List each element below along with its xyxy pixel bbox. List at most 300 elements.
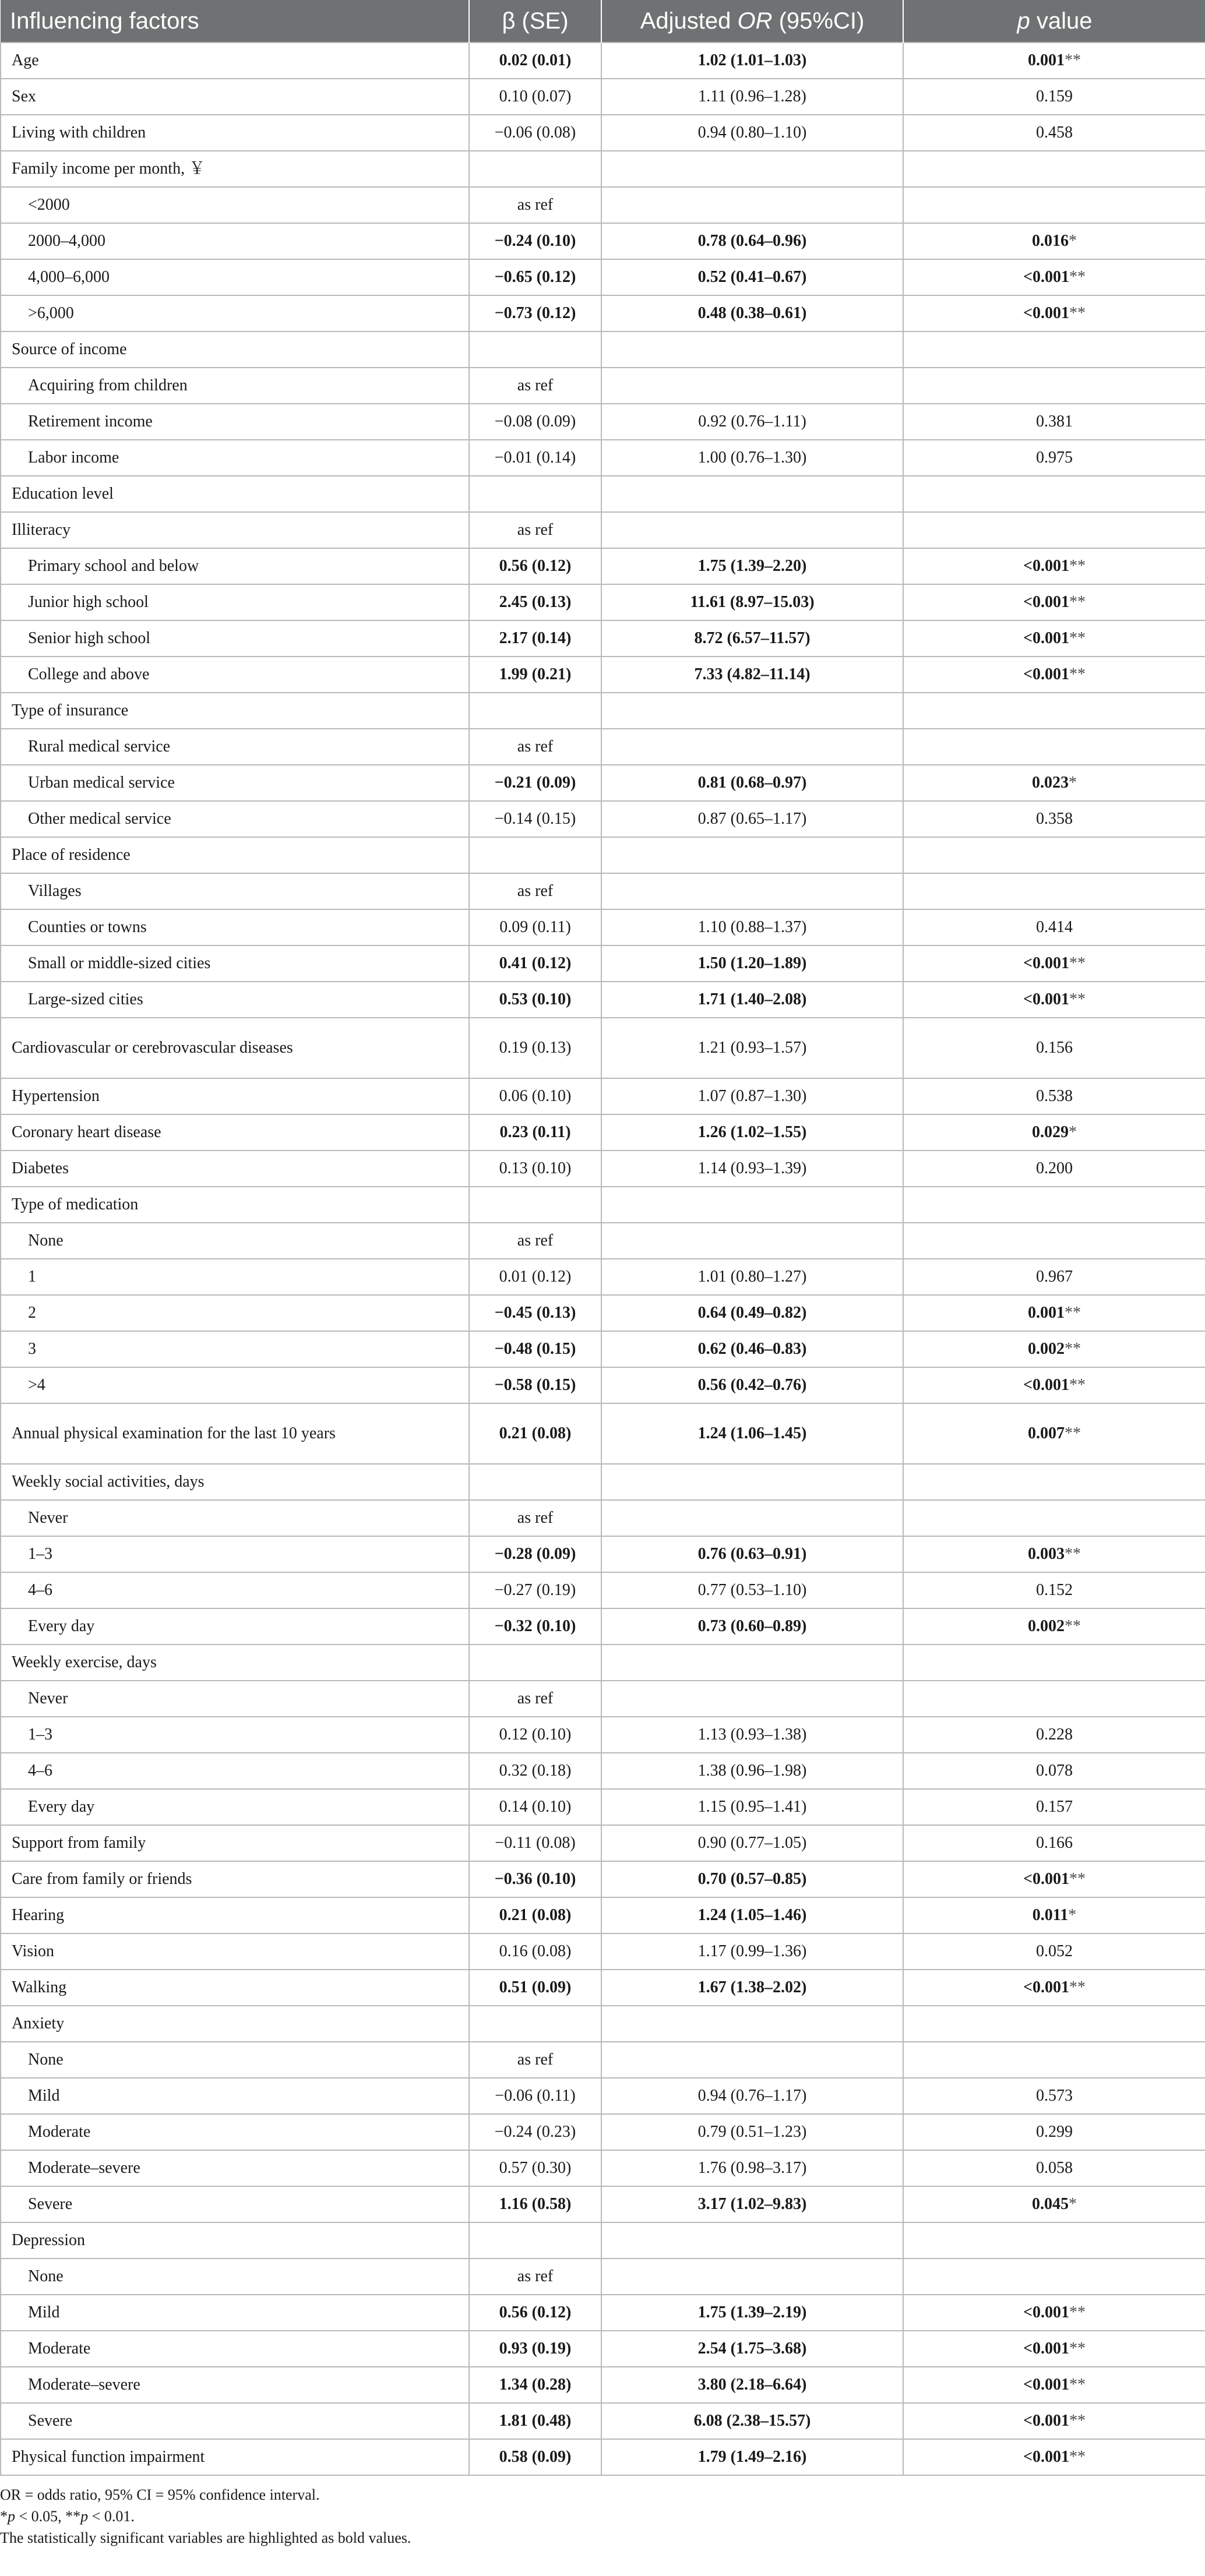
or-cell: 0.62 (0.46–0.83) xyxy=(601,1331,903,1367)
beta-cell: 0.56 (0.12) xyxy=(469,2295,601,2331)
group-label: Family income per month, ￥ xyxy=(1,151,469,187)
p-cell xyxy=(903,223,1205,259)
p-value: 0.967 xyxy=(1036,1267,1073,1286)
group-label: Place of residence xyxy=(1,837,469,873)
beta-cell: 0.19 (0.13) xyxy=(469,1018,601,1078)
beta-cell: as ref xyxy=(469,512,601,548)
factor-cell: Physical function impairment xyxy=(1,2439,469,2475)
table-row xyxy=(1,2078,1205,2114)
p-cell xyxy=(903,1187,1205,1223)
or-cell xyxy=(601,873,903,909)
significance-stars: ** xyxy=(1069,2303,1086,2321)
p-value: <0.001 xyxy=(1023,954,1069,972)
or-cell: 0.48 (0.38–0.61) xyxy=(601,295,903,331)
beta-cell: 0.06 (0.10) xyxy=(469,1078,601,1114)
factor-cell: <2000 xyxy=(1,187,469,223)
or-cell: 1.79 (1.49–2.16) xyxy=(601,2439,903,2475)
or-cell xyxy=(601,2042,903,2078)
or-cell xyxy=(601,1500,903,1536)
or-cell xyxy=(601,331,903,368)
header-row xyxy=(1,0,1205,43)
table-row xyxy=(1,1789,1205,1825)
factor-cell: College and above xyxy=(1,657,469,693)
p-value: 0.358 xyxy=(1036,809,1073,828)
p-value: <0.001 xyxy=(1023,629,1069,647)
group-label: Depression xyxy=(1,2222,469,2259)
footnote-p-italic-1: p xyxy=(8,2508,15,2525)
p-value: 0.029 xyxy=(1032,1123,1069,1141)
table-header xyxy=(1,0,1205,43)
p-cell xyxy=(903,1018,1205,1078)
p-cell xyxy=(903,1861,1205,1897)
significance-stars: ** xyxy=(1069,1375,1086,1394)
footnote-star: * xyxy=(0,2508,8,2525)
beta-cell: −0.65 (0.12) xyxy=(469,259,601,295)
factor-cell: Every day xyxy=(1,1789,469,1825)
p-cell xyxy=(903,2186,1205,2222)
beta-cell: 0.09 (0.11) xyxy=(469,909,601,945)
p-value: 0.156 xyxy=(1036,1038,1073,1057)
significance-stars: ** xyxy=(1065,51,1081,69)
or-cell xyxy=(601,1464,903,1500)
table-row xyxy=(1,440,1205,476)
factor-cell: Small or middle-sized cities xyxy=(1,945,469,982)
table-group-row xyxy=(1,2222,1205,2259)
p-value: 0.159 xyxy=(1036,87,1073,105)
or-cell: 1.00 (0.76–1.30) xyxy=(601,440,903,476)
beta-cell: −0.08 (0.09) xyxy=(469,404,601,440)
significance-stars: * xyxy=(1069,231,1077,250)
p-cell xyxy=(903,584,1205,620)
header-adjusted-or xyxy=(601,0,903,43)
significance-stars: ** xyxy=(1069,556,1086,575)
p-value: 0.157 xyxy=(1036,1797,1073,1816)
p-cell xyxy=(903,1464,1205,1500)
or-cell xyxy=(601,1187,903,1223)
p-cell xyxy=(903,1933,1205,1970)
or-cell: 0.81 (0.68–0.97) xyxy=(601,765,903,801)
p-value: <0.001 xyxy=(1023,2303,1069,2321)
beta-cell: 2.17 (0.14) xyxy=(469,620,601,657)
factor-cell: Care from family or friends xyxy=(1,1861,469,1897)
beta-cell: −0.24 (0.10) xyxy=(469,223,601,259)
factor-cell: Moderate xyxy=(1,2331,469,2367)
factor-cell: Labor income xyxy=(1,440,469,476)
factor-cell: Coronary heart disease xyxy=(1,1114,469,1151)
p-value: <0.001 xyxy=(1023,2339,1069,2358)
beta-cell: 0.93 (0.19) xyxy=(469,2331,601,2367)
p-cell xyxy=(903,187,1205,223)
beta-cell: as ref xyxy=(469,1681,601,1717)
or-cell: 1.24 (1.06–1.45) xyxy=(601,1403,903,1464)
table-row xyxy=(1,259,1205,295)
p-value: 0.002 xyxy=(1028,1339,1065,1358)
beta-cell xyxy=(469,1187,601,1223)
p-value: 0.414 xyxy=(1036,918,1073,936)
p-cell xyxy=(903,1151,1205,1187)
p-value: 0.011 xyxy=(1032,1905,1069,1924)
p-cell xyxy=(903,2439,1205,2475)
header-adjusted-prefix: Adjusted xyxy=(640,8,738,34)
or-cell: 0.92 (0.76–1.11) xyxy=(601,404,903,440)
p-cell xyxy=(903,2331,1205,2367)
table-row xyxy=(1,2042,1205,2078)
table-row xyxy=(1,620,1205,657)
beta-cell: −0.36 (0.10) xyxy=(469,1861,601,1897)
p-cell xyxy=(903,1825,1205,1861)
table-row xyxy=(1,1753,1205,1789)
factor-cell: 4–6 xyxy=(1,1753,469,1789)
or-cell xyxy=(601,368,903,404)
beta-cell: 1.34 (0.28) xyxy=(469,2367,601,2403)
beta-cell: as ref xyxy=(469,187,601,223)
table-row xyxy=(1,801,1205,837)
or-cell: 1.24 (1.05–1.46) xyxy=(601,1897,903,1933)
header-or-italic: OR xyxy=(737,8,773,34)
table-row xyxy=(1,1295,1205,1331)
factor-cell: None xyxy=(1,2042,469,2078)
factor-cell: None xyxy=(1,2259,469,2295)
or-cell: 3.17 (1.02–9.83) xyxy=(601,2186,903,2222)
p-cell xyxy=(903,1717,1205,1753)
p-value: 0.538 xyxy=(1036,1086,1073,1105)
group-label: Type of insurance xyxy=(1,693,469,729)
significance-stars: * xyxy=(1069,1123,1077,1141)
or-cell: 8.72 (6.57–11.57) xyxy=(601,620,903,657)
significance-stars: ** xyxy=(1069,2411,1086,2430)
p-cell xyxy=(903,1295,1205,1331)
beta-cell: 0.13 (0.10) xyxy=(469,1151,601,1187)
p-cell xyxy=(903,693,1205,729)
factor-cell: 1 xyxy=(1,1259,469,1295)
p-cell xyxy=(903,512,1205,548)
p-value: <0.001 xyxy=(1023,304,1069,322)
factor-cell: Illiteracy xyxy=(1,512,469,548)
factor-cell: 2 xyxy=(1,1295,469,1331)
factor-cell: Counties or towns xyxy=(1,909,469,945)
table-row xyxy=(1,765,1205,801)
p-value: 0.058 xyxy=(1036,2158,1073,2177)
table-row xyxy=(1,1500,1205,1536)
factor-cell: 3 xyxy=(1,1331,469,1367)
beta-cell: 0.41 (0.12) xyxy=(469,945,601,982)
or-cell: 0.70 (0.57–0.85) xyxy=(601,1861,903,1897)
table-row xyxy=(1,2295,1205,2331)
p-value: 0.052 xyxy=(1036,1942,1073,1960)
factor-cell: Severe xyxy=(1,2186,469,2222)
p-cell xyxy=(903,2150,1205,2186)
p-cell xyxy=(903,2295,1205,2331)
p-value: 0.166 xyxy=(1036,1833,1073,1852)
beta-cell xyxy=(469,2222,601,2259)
factor-cell: 1–3 xyxy=(1,1717,469,1753)
or-cell: 0.79 (0.51–1.23) xyxy=(601,2114,903,2150)
or-cell: 1.75 (1.39–2.19) xyxy=(601,2295,903,2331)
beta-cell xyxy=(469,1464,601,1500)
or-cell: 1.11 (0.96–1.28) xyxy=(601,79,903,115)
beta-cell: 0.58 (0.09) xyxy=(469,2439,601,2475)
or-cell: 0.94 (0.76–1.17) xyxy=(601,2078,903,2114)
p-value: 0.573 xyxy=(1036,2086,1073,2105)
p-value: 0.078 xyxy=(1036,1761,1073,1780)
factor-cell: Rural medical service xyxy=(1,729,469,765)
beta-cell: 0.51 (0.09) xyxy=(469,1970,601,2006)
p-cell xyxy=(903,115,1205,151)
table-row xyxy=(1,1367,1205,1403)
p-cell xyxy=(903,2222,1205,2259)
footnote-mid: < 0.05, ** xyxy=(15,2508,81,2525)
table-row xyxy=(1,223,1205,259)
significance-stars: ** xyxy=(1065,1424,1081,1442)
p-cell xyxy=(903,548,1205,584)
p-value: 0.003 xyxy=(1028,1544,1065,1563)
p-cell xyxy=(903,1608,1205,1645)
p-value: <0.001 xyxy=(1023,1978,1069,1996)
beta-cell: −0.27 (0.19) xyxy=(469,1572,601,1608)
p-value: <0.001 xyxy=(1023,2375,1069,2394)
table-row xyxy=(1,1151,1205,1187)
beta-cell: 0.02 (0.01) xyxy=(469,43,601,79)
p-value: <0.001 xyxy=(1023,665,1069,683)
or-cell: 1.10 (0.88–1.37) xyxy=(601,909,903,945)
significance-stars: ** xyxy=(1069,2339,1086,2358)
or-cell: 3.80 (2.18–6.64) xyxy=(601,2367,903,2403)
p-cell xyxy=(903,801,1205,837)
factor-cell: >4 xyxy=(1,1367,469,1403)
factor-cell: Support from family xyxy=(1,1825,469,1861)
factor-cell: Diabetes xyxy=(1,1151,469,1187)
header-p-italic: p xyxy=(1017,8,1030,34)
table-row xyxy=(1,79,1205,115)
p-cell xyxy=(903,1114,1205,1151)
header-influencing-factors: Influencing factors xyxy=(1,0,469,43)
significance-stars: ** xyxy=(1069,1869,1086,1888)
or-cell xyxy=(601,187,903,223)
or-cell xyxy=(601,837,903,873)
table-row xyxy=(1,1223,1205,1259)
factor-cell: Hearing xyxy=(1,1897,469,1933)
beta-cell: 0.12 (0.10) xyxy=(469,1717,601,1753)
p-cell xyxy=(903,2006,1205,2042)
factor-cell: 4,000–6,000 xyxy=(1,259,469,295)
significance-stars: ** xyxy=(1069,304,1086,322)
or-cell xyxy=(601,1223,903,1259)
factor-cell: 2000–4,000 xyxy=(1,223,469,259)
beta-cell: −0.45 (0.13) xyxy=(469,1295,601,1331)
p-cell xyxy=(903,295,1205,331)
p-cell xyxy=(903,1645,1205,1681)
p-cell xyxy=(903,331,1205,368)
or-cell: 0.73 (0.60–0.89) xyxy=(601,1608,903,1645)
or-cell: 0.77 (0.53–1.10) xyxy=(601,1572,903,1608)
table-group-row xyxy=(1,693,1205,729)
p-cell xyxy=(903,1403,1205,1464)
p-value: 0.016 xyxy=(1032,231,1069,250)
beta-cell xyxy=(469,1645,601,1681)
table-group-row xyxy=(1,151,1205,187)
or-cell: 0.90 (0.77–1.05) xyxy=(601,1825,903,1861)
beta-cell: as ref xyxy=(469,2259,601,2295)
p-cell xyxy=(903,404,1205,440)
significance-stars: * xyxy=(1068,1905,1077,1924)
factor-cell: Age xyxy=(1,43,469,79)
table-row xyxy=(1,1608,1205,1645)
significance-stars: ** xyxy=(1065,1544,1081,1563)
beta-cell xyxy=(469,476,601,512)
table-row xyxy=(1,1897,1205,1933)
table-row xyxy=(1,404,1205,440)
table-row xyxy=(1,43,1205,79)
p-value: 0.228 xyxy=(1036,1725,1073,1744)
p-cell xyxy=(903,1223,1205,1259)
or-cell: 1.02 (1.01–1.03) xyxy=(601,43,903,79)
table-group-row xyxy=(1,2006,1205,2042)
p-cell xyxy=(903,259,1205,295)
beta-cell: −0.48 (0.15) xyxy=(469,1331,601,1367)
factor-cell: Retirement income xyxy=(1,404,469,440)
or-cell: 0.78 (0.64–0.96) xyxy=(601,223,903,259)
or-cell: 1.13 (0.93–1.38) xyxy=(601,1717,903,1753)
significance-stars: ** xyxy=(1065,1303,1081,1322)
p-cell xyxy=(903,657,1205,693)
significance-stars: * xyxy=(1069,773,1077,792)
p-value: 0.001 xyxy=(1028,51,1065,69)
factor-cell: Living with children xyxy=(1,115,469,151)
factor-cell: Mild xyxy=(1,2295,469,2331)
significance-stars: ** xyxy=(1069,592,1086,611)
table-group-row xyxy=(1,837,1205,873)
footnote-bold-explanation: The statistically significant variables are highlighted as bold values. xyxy=(0,2529,411,2546)
or-cell xyxy=(601,693,903,729)
group-label: Education level xyxy=(1,476,469,512)
or-cell: 0.94 (0.80–1.10) xyxy=(601,115,903,151)
p-cell xyxy=(903,1259,1205,1295)
beta-cell: −0.11 (0.08) xyxy=(469,1825,601,1861)
beta-cell: −0.73 (0.12) xyxy=(469,295,601,331)
factor-cell: Annual physical examination for the last 10 years xyxy=(1,1403,469,1464)
or-cell xyxy=(601,2259,903,2295)
beta-cell xyxy=(469,331,601,368)
table-row xyxy=(1,2114,1205,2150)
or-cell xyxy=(601,512,903,548)
p-value: <0.001 xyxy=(1023,267,1069,286)
p-value: 0.023 xyxy=(1032,773,1069,792)
beta-cell: as ref xyxy=(469,729,601,765)
table-body xyxy=(1,43,1205,2475)
p-value: 0.458 xyxy=(1036,123,1073,142)
table-row xyxy=(1,1114,1205,1151)
p-cell xyxy=(903,2259,1205,2295)
beta-cell: 1.81 (0.48) xyxy=(469,2403,601,2439)
p-cell xyxy=(903,79,1205,115)
beta-cell: 0.16 (0.08) xyxy=(469,1933,601,1970)
p-value: 0.007 xyxy=(1028,1424,1065,1442)
beta-cell: 0.32 (0.18) xyxy=(469,1753,601,1789)
footnote-p-italic-2: p xyxy=(80,2508,89,2525)
p-cell xyxy=(903,1500,1205,1536)
significance-stars: ** xyxy=(1069,990,1086,1008)
p-cell xyxy=(903,476,1205,512)
beta-cell: 0.14 (0.10) xyxy=(469,1789,601,1825)
group-label: Type of medication xyxy=(1,1187,469,1223)
or-cell xyxy=(601,2222,903,2259)
factor-cell: Cardiovascular or cerebrovascular diseases xyxy=(1,1018,469,1078)
p-value: 0.001 xyxy=(1028,1303,1065,1322)
significance-stars: ** xyxy=(1069,2447,1086,2466)
table-row xyxy=(1,657,1205,693)
table-row xyxy=(1,295,1205,331)
table-row xyxy=(1,115,1205,151)
factor-cell: Large-sized cities xyxy=(1,982,469,1018)
beta-cell: as ref xyxy=(469,368,601,404)
table-row xyxy=(1,1572,1205,1608)
p-cell xyxy=(903,1536,1205,1572)
or-cell xyxy=(601,476,903,512)
beta-cell: −0.58 (0.15) xyxy=(469,1367,601,1403)
beta-cell: −0.24 (0.23) xyxy=(469,2114,601,2150)
table-row xyxy=(1,1970,1205,2006)
p-cell xyxy=(903,1078,1205,1114)
or-cell: 6.08 (2.38–15.57) xyxy=(601,2403,903,2439)
p-cell xyxy=(903,837,1205,873)
p-cell xyxy=(903,1367,1205,1403)
p-cell xyxy=(903,729,1205,765)
or-cell: 2.54 (1.75–3.68) xyxy=(601,2331,903,2367)
significance-stars: ** xyxy=(1065,1617,1081,1635)
beta-cell xyxy=(469,151,601,187)
beta-cell: −0.14 (0.15) xyxy=(469,801,601,837)
p-value: <0.001 xyxy=(1023,990,1069,1008)
table-row xyxy=(1,1403,1205,1464)
or-cell: 1.26 (1.02–1.55) xyxy=(601,1114,903,1151)
table-row xyxy=(1,1861,1205,1897)
p-value: 0.299 xyxy=(1036,2122,1073,2141)
p-cell xyxy=(903,2403,1205,2439)
p-cell xyxy=(903,1681,1205,1717)
table-row xyxy=(1,2331,1205,2367)
header-ci: (95%CI) xyxy=(772,8,865,34)
group-label: Source of income xyxy=(1,331,469,368)
factor-cell: Walking xyxy=(1,1970,469,2006)
or-cell: 1.50 (1.20–1.89) xyxy=(601,945,903,982)
table-row xyxy=(1,1681,1205,1717)
table-row xyxy=(1,1717,1205,1753)
p-value: 0.045 xyxy=(1032,2194,1069,2213)
significance-stars: ** xyxy=(1069,2375,1086,2394)
group-label: Weekly exercise, days xyxy=(1,1645,469,1681)
factor-cell: >6,000 xyxy=(1,295,469,331)
beta-cell: 0.21 (0.08) xyxy=(469,1897,601,1933)
or-cell: 0.52 (0.41–0.67) xyxy=(601,259,903,295)
factor-cell: Mild xyxy=(1,2078,469,2114)
group-label: Anxiety xyxy=(1,2006,469,2042)
table-row xyxy=(1,1331,1205,1367)
factor-cell: Moderate–severe xyxy=(1,2367,469,2403)
table-group-row xyxy=(1,1464,1205,1500)
factor-cell: 4–6 xyxy=(1,1572,469,1608)
p-value: 0.975 xyxy=(1036,448,1073,467)
p-value: <0.001 xyxy=(1023,1375,1069,1394)
factor-cell: Junior high school xyxy=(1,584,469,620)
table-row xyxy=(1,187,1205,223)
factor-cell: Acquiring from children xyxy=(1,368,469,404)
significance-stars: ** xyxy=(1069,665,1086,683)
significance-stars: ** xyxy=(1069,1978,1086,1996)
beta-cell: as ref xyxy=(469,873,601,909)
beta-cell: −0.06 (0.08) xyxy=(469,115,601,151)
beta-cell: 0.56 (0.12) xyxy=(469,548,601,584)
beta-cell: 0.01 (0.12) xyxy=(469,1259,601,1295)
